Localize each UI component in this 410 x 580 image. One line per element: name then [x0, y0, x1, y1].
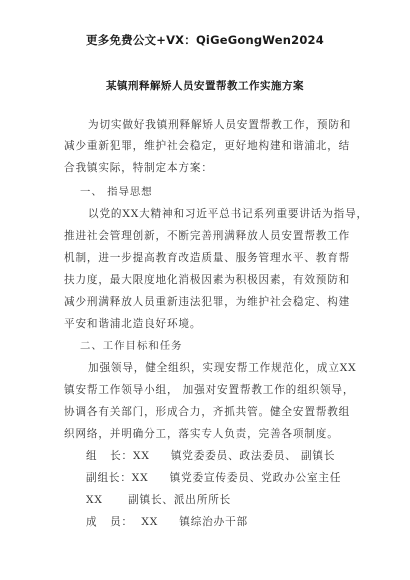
intro-line-2: 减少重新犯罪，维护社会稳定，更好地构建和谐浦北，结 [64, 140, 351, 152]
section2-line-4: 织网络，并明确分工，落实专人负责，完善各项制度。 [64, 428, 339, 440]
section2-line-3: 协调各有关部门，形成合力，齐抓共管。健全安置帮教组 [64, 406, 351, 418]
section1-line-3: 机制，进一步提高教育改造质量、服务管理水平、教育帮 [64, 252, 351, 264]
member-deputy-leader-2: XX 副镇长、派出所所长 [86, 494, 232, 506]
member-staff: 成 员： XX 镇综治办干部 [86, 516, 248, 528]
section2-line-2: 镇安帮工作领导小组， 加强对安置帮教工作的组织领导， [64, 384, 355, 396]
section1-line-4: 扶力度，最大限度地化消极因素为积极因素，有效预防和 [64, 274, 351, 286]
document-title: 某镇刑释解矫人员安置帮教工作实施方案 [106, 80, 304, 92]
section-heading-guiding-ideology: 一、 指导思想 [80, 186, 153, 198]
section-heading-goals-tasks: 二、工作目标和任务 [80, 340, 183, 352]
section2-line-1: 加强领导，健全组织，实现安帮工作规范化，成立XX [88, 362, 357, 374]
promo-banner: 更多免费公文+VX：QiGeGongWen2024 [86, 33, 324, 47]
section1-line-1: 以党的XX大精神和习近平总书记系列重要讲话为指导， [88, 208, 368, 220]
member-leader: 组 长：XX 镇党委委员、政法委员、 副镇长 [86, 450, 336, 462]
section1-line-5: 减少刑满释放人员重新违法犯罪，为维护社会稳定、构建 [64, 296, 351, 308]
section1-line-6: 平安和谐浦北造良好环境。 [64, 318, 202, 330]
intro-line-3: 合我镇实际，特制定本方案： [64, 162, 213, 174]
member-deputy-leader-1: 副组长：XX 镇党委宣传委员、党政办公室主任 [86, 472, 342, 484]
intro-line-1: 为切实做好我镇刑释解矫人员安置帮教工作，预防和 [88, 119, 352, 131]
section1-line-2: 推进社会管理创新，不断完善刑满释放人员安置帮教工作 [64, 230, 351, 242]
